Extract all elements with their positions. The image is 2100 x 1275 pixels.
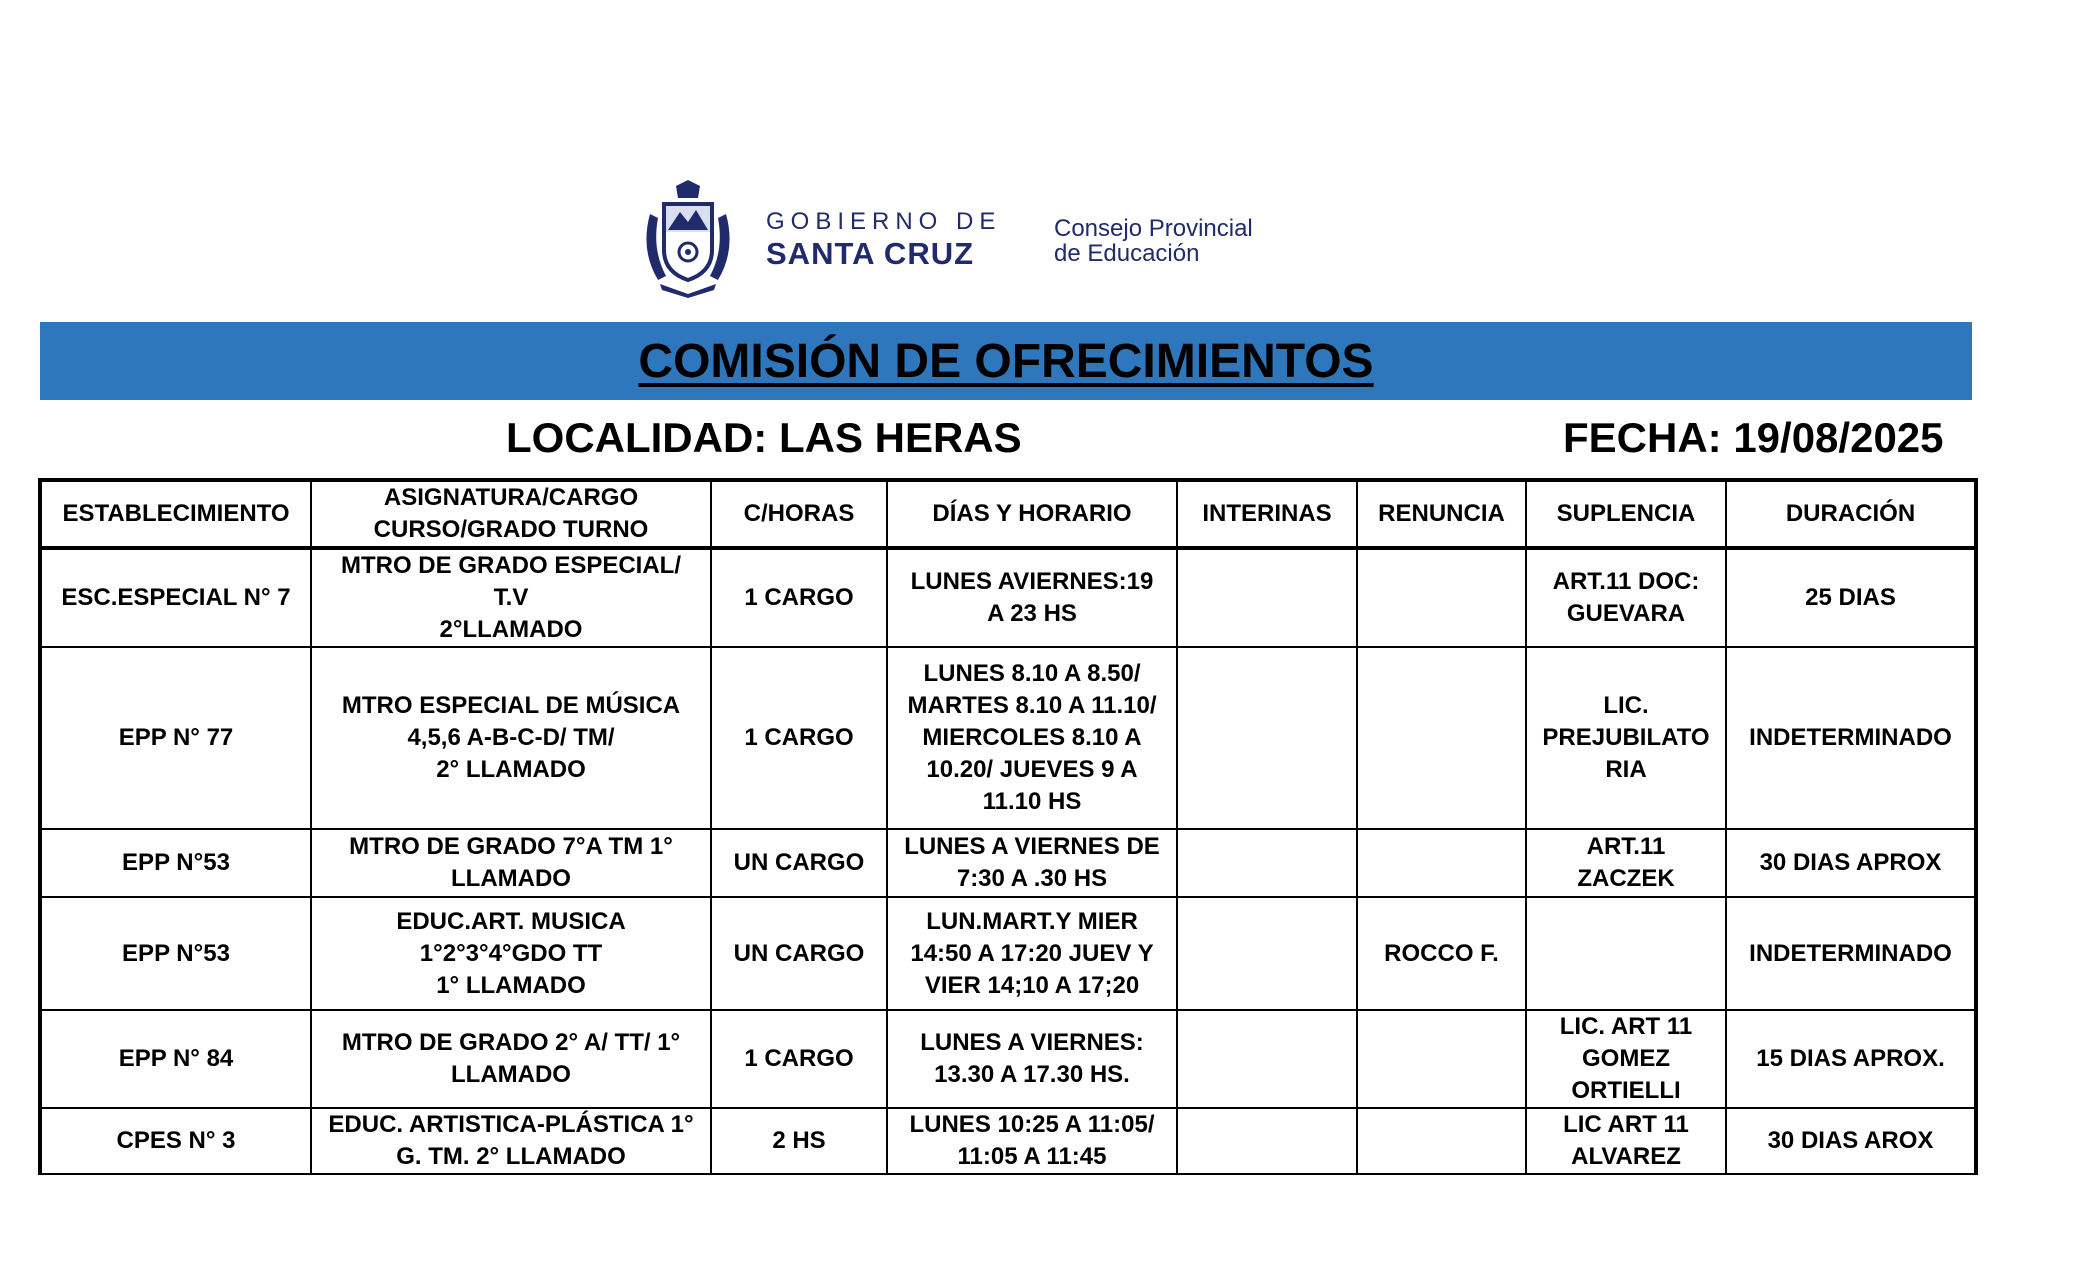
cell-dias-horario: LUN.MART.Y MIER 14:50 A 17:20 JUEV Y VIER 14;10 A 17;20 — [887, 897, 1177, 1010]
cell-duracion: 15 DIAS APROX. — [1726, 1010, 1976, 1108]
cell-duracion: 25 DIAS — [1726, 548, 1976, 647]
locality-label: LOCALIDAD: LAS HERAS — [506, 414, 1022, 461]
cell-suplencia: LIC. PREJUBILATO RIA — [1526, 647, 1726, 829]
cell-duracion: INDETERMINADO — [1726, 647, 1976, 829]
cell-renuncia — [1357, 1108, 1526, 1174]
cell-interinas — [1177, 829, 1357, 897]
cell-renuncia — [1357, 548, 1526, 647]
cell-horas: 1 CARGO — [711, 548, 887, 647]
column-header-establecimiento: ESTABLECIMIENTO — [40, 480, 311, 548]
table-row — [40, 548, 1976, 647]
table-row — [40, 1108, 1976, 1174]
cell-duracion: INDETERMINADO — [1726, 897, 1976, 1010]
council-line-1: Consejo Provincial — [1054, 215, 1253, 242]
cell-duracion: 30 DIAS APROX — [1726, 829, 1976, 897]
column-header-duracion: DURACIÓN — [1726, 480, 1976, 548]
cell-establecimiento: EPP N°53 — [40, 897, 311, 1010]
cell-establecimiento: EPP N°53 — [40, 829, 311, 897]
table-header-row — [40, 480, 1976, 548]
cell-asignatura: EDUC. ARTISTICA-PLÁSTICA 1° G. TM. 2° LLAMADO — [311, 1108, 711, 1174]
cell-horas: UN CARGO — [711, 829, 887, 897]
government-line-2: SANTA CRUZ — [766, 236, 975, 271]
cell-interinas — [1177, 897, 1357, 1010]
table-row — [40, 829, 1976, 897]
column-header-asignatura: ASIGNATURA/CARGO CURSO/GRADO TURNO — [311, 480, 711, 548]
cell-establecimiento: EPP N° 77 — [40, 647, 311, 829]
government-name — [766, 210, 1001, 269]
cell-dias-horario: LUNES 8.10 A 8.50/ MARTES 8.10 A 11.10/ MIERCOLES 8.10 A 10.20/ JUEVES 9 A 11.10 HS — [887, 647, 1177, 829]
table-row — [40, 647, 1976, 829]
cell-asignatura: EDUC.ART. MUSICA 1°2°3°4°GDO TT 1° LLAMADO — [311, 897, 711, 1010]
cell-duracion: 30 DIAS AROX — [1726, 1108, 1976, 1174]
cell-asignatura: MTRO DE GRADO 7°A TM 1° LLAMADO — [311, 829, 711, 897]
cell-interinas — [1177, 548, 1357, 647]
cell-establecimiento: CPES N° 3 — [40, 1108, 311, 1174]
header-logo — [636, 180, 1286, 300]
date-label: FECHA: 19/08/2025 — [1563, 414, 1944, 461]
provincial-seal-icon — [636, 180, 740, 300]
column-header-dias-horario: DÍAS Y HORARIO — [887, 480, 1177, 548]
column-header-interinas: INTERINAS — [1177, 480, 1357, 548]
title-bar — [40, 322, 1972, 400]
column-header-horas: C/HORAS — [711, 480, 887, 548]
cell-suplencia: LIC. ART 11 GOMEZ ORTIELLI — [1526, 1010, 1726, 1108]
council-name — [1054, 216, 1253, 266]
cell-establecimiento: ESC.ESPECIAL N° 7 — [40, 548, 311, 647]
cell-suplencia: ART.11 DOC: GUEVARA — [1526, 548, 1726, 647]
cell-asignatura: MTRO DE GRADO ESPECIAL/ T.V 2°LLAMADO — [311, 548, 711, 647]
cell-horas: 1 CARGO — [711, 647, 887, 829]
cell-interinas — [1177, 1010, 1357, 1108]
column-header-renuncia: RENUNCIA — [1357, 480, 1526, 548]
document-title: COMISIÓN DE OFRECIMIENTOS — [638, 334, 1374, 388]
cell-dias-horario: LUNES A VIERNES DE 7:30 A .30 HS — [887, 829, 1177, 897]
cell-dias-horario: LUNES A VIERNES: 13.30 A 17.30 HS. — [887, 1010, 1177, 1108]
cell-suplencia: LIC ART 11 ALVAREZ — [1526, 1108, 1726, 1174]
cell-suplencia: ART.11 ZACZEK — [1526, 829, 1726, 897]
cell-horas: 1 CARGO — [711, 1010, 887, 1108]
cell-suplencia — [1526, 897, 1726, 1010]
cell-asignatura: MTRO DE GRADO 2° A/ TT/ 1° LLAMADO — [311, 1010, 711, 1108]
cell-interinas — [1177, 1108, 1357, 1174]
cell-asignatura: MTRO ESPECIAL DE MÚSICA 4,5,6 A-B-C-D/ TM/ 2° LLAMADO — [311, 647, 711, 829]
cell-dias-horario: LUNES AVIERNES:19 A 23 HS — [887, 548, 1177, 647]
table-row — [40, 1010, 1976, 1108]
cell-horas: UN CARGO — [711, 897, 887, 1010]
cell-establecimiento: EPP N° 84 — [40, 1010, 311, 1108]
cell-renuncia: ROCCO F. — [1357, 897, 1526, 1010]
table-row — [40, 897, 1976, 1010]
cell-renuncia — [1357, 647, 1526, 829]
cell-horas: 2 HS — [711, 1108, 887, 1174]
cell-renuncia — [1357, 829, 1526, 897]
cell-renuncia — [1357, 1010, 1526, 1108]
offers-table — [38, 478, 1978, 1175]
cell-dias-horario: LUNES 10:25 A 11:05/ 11:05 A 11:45 — [887, 1108, 1177, 1174]
column-header-suplencia: SUPLENCIA — [1526, 480, 1726, 548]
council-line-2: de Educación — [1054, 240, 1200, 268]
government-line-1: GOBIERNO DE — [766, 208, 1002, 235]
cell-interinas — [1177, 647, 1357, 829]
